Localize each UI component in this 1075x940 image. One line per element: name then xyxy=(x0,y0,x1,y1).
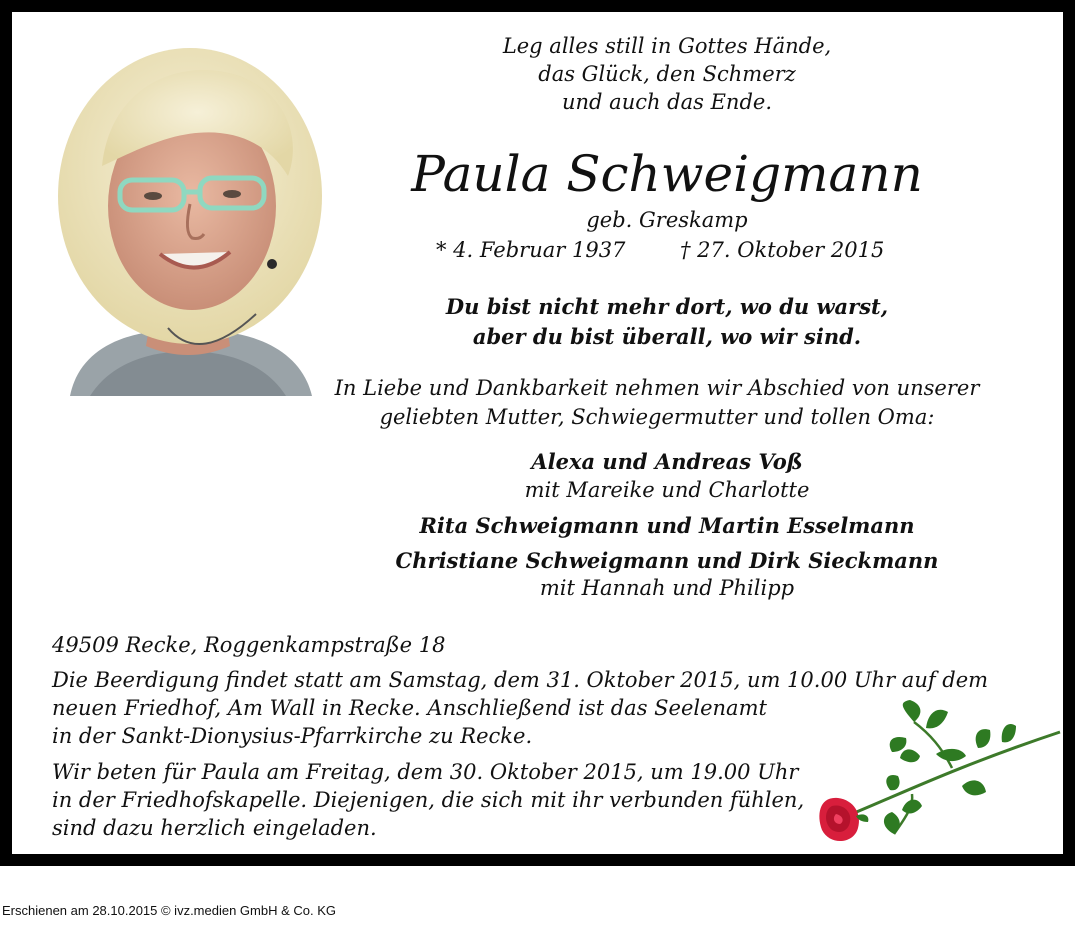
family-children: mit Mareike und Charlotte xyxy=(524,478,810,502)
address: 49509 Recke, Roggenkampstraße 18 xyxy=(52,633,446,657)
prayer-details xyxy=(52,758,804,842)
intro-line: geliebten Mutter, Schwiegermutter und tollen Oma: xyxy=(379,405,935,429)
verse-line: das Glück, den Schmerz xyxy=(538,62,796,86)
family-children: mit Hannah und Philipp xyxy=(539,576,795,600)
prayer-line: sind dazu herzlich eingeladen. xyxy=(52,816,377,840)
publication-footer: Erschienen am 28.10.2015 © ivz.medien GmbH & Co. KG xyxy=(2,903,337,918)
prayer-line: in der Friedhofskapelle. Diejenigen, die sich mit ihr verbunden fühlen, xyxy=(52,788,805,812)
funeral-line: neuen Friedhof, Am Wall in Recke. Anschließend ist das Seelenamt xyxy=(52,696,767,720)
funeral-line: Die Beerdigung findet statt am Samstag, dem 31. Oktober 2015, um 10.00 Uhr auf dem xyxy=(52,668,989,692)
maiden-name: geb. Greskamp xyxy=(586,208,748,232)
funeral-line: in der Sankt-Dionysius-Pfarrkirche zu Recke. xyxy=(52,724,533,748)
rose-icon xyxy=(802,698,1063,848)
quote-line: aber du bist überall, wo wir sind. xyxy=(472,324,862,349)
family-names: Christiane Schweigmann und Dirk Sieckmann xyxy=(395,548,939,573)
verse-line: Leg alles still in Gottes Hände, xyxy=(502,34,832,58)
verse-line: und auch das Ende. xyxy=(562,90,772,114)
obituary-card xyxy=(12,12,1063,854)
family-names: Alexa und Andreas Voß xyxy=(531,449,803,474)
quote-line: Du bist nicht mehr dort, wo du warst, xyxy=(445,294,889,319)
birth-date: * 4. Februar 1937 xyxy=(436,238,626,262)
intro-text xyxy=(312,374,1002,432)
death-date: † 27. Oktober 2015 xyxy=(680,238,885,262)
quote xyxy=(352,292,982,352)
deceased-name: Paula Schweigmann xyxy=(411,145,923,203)
verse xyxy=(352,32,982,116)
family-names: Rita Schweigmann und Martin Esselmann xyxy=(419,513,915,538)
portrait-photo xyxy=(50,46,326,396)
intro-line: In Liebe und Dankbarkeit nehmen wir Abschied von unserer xyxy=(334,376,980,400)
prayer-line: Wir beten für Paula am Freitag, dem 30. Oktober 2015, um 19.00 Uhr xyxy=(52,760,799,784)
